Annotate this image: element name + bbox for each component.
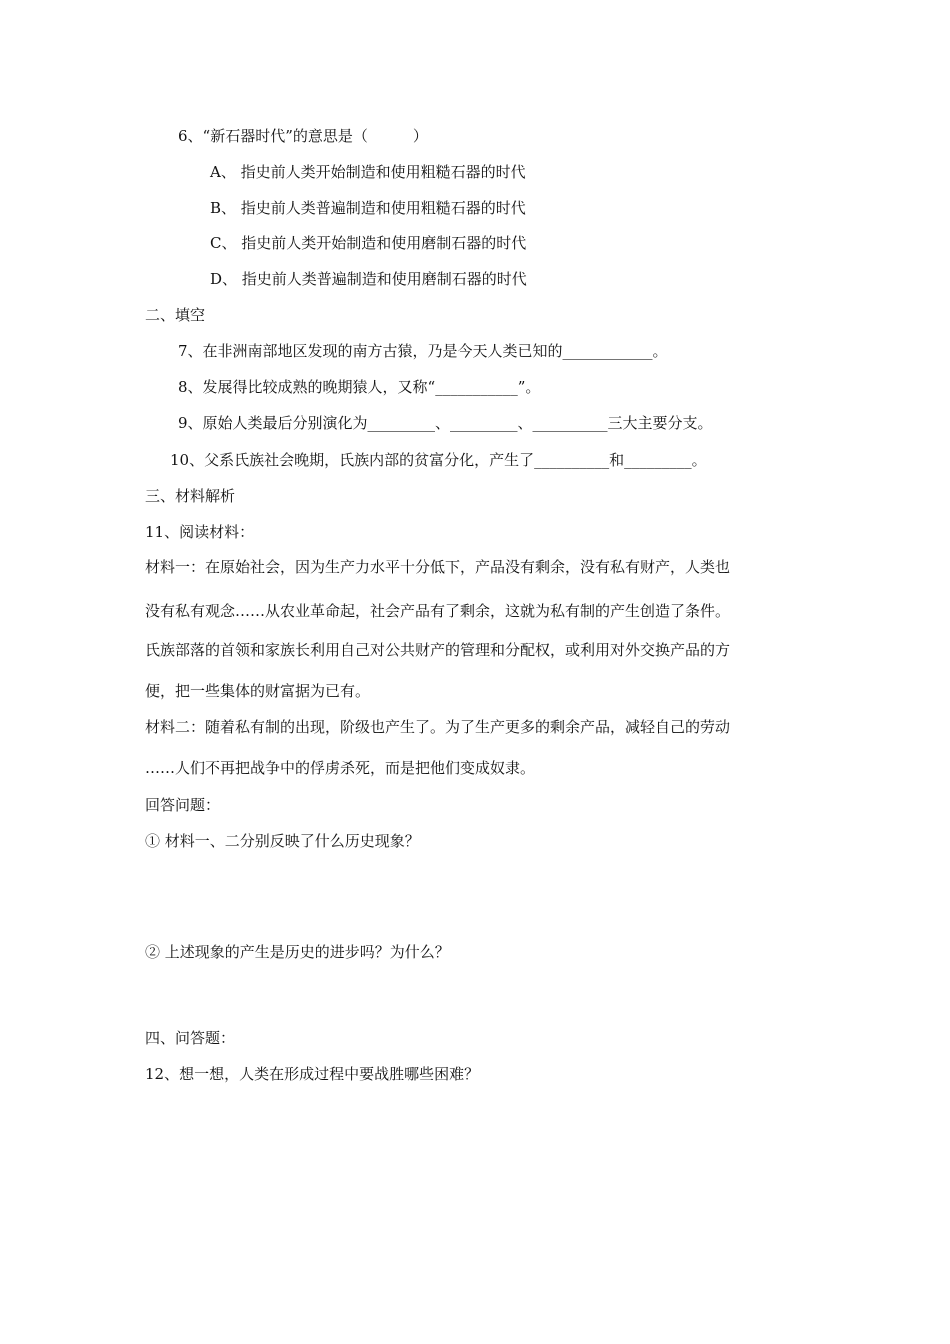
material-line: 便，把一些集体的财富据为已有。 <box>145 682 371 700</box>
section-4-heading: 四、问答题： <box>145 1029 236 1047</box>
question-6-option-a: A、 指史前人类开始制造和使用粗糙石器的时代 <box>210 163 526 181</box>
section-2-heading: 二、填空 <box>145 306 206 324</box>
question-6-option-c: C、 指史前人类开始制造和使用磨制石器的时代 <box>210 234 527 252</box>
material-line: 氏族部落的首领和家族长利用自己对公共财产的管理和分配权，或利用对外交换产品的方 <box>145 641 731 659</box>
question-7: 7、在非洲南部地区发现的南方古猿，乃是今天人类已知的____________。 <box>178 342 668 360</box>
material-line: 材料二：随着私有制的出现，阶级也产生了。为了生产更多的剩余产品，减轻自己的劳动 <box>145 718 731 736</box>
section-3-heading: 三、材料解析 <box>145 487 236 505</box>
question-6-option-d: D、 指史前人类普遍制造和使用磨制石器的时代 <box>210 270 527 288</box>
question-6-stem: 6、“新石器时代”的意思是（ ） <box>178 127 428 145</box>
question-11: 11、阅读材料： <box>145 523 255 541</box>
material-line: ……人们不再把战争中的俘虏杀死，而是把他们变成奴隶。 <box>145 759 536 777</box>
question-6-option-b: B、 指史前人类普遍制造和使用粗糙石器的时代 <box>210 199 526 217</box>
sub-question-1: ① 材料一、二分别反映了什么历史现象？ <box>145 832 420 850</box>
material-line: 材料一：在原始社会，因为生产力水平十分低下，产品没有剩余，没有私有财产，人类也 <box>145 558 731 576</box>
question-9: 9、原始人类最后分别演化为_________、_________、__________三大主要分支。 <box>178 414 713 432</box>
question-12: 12、想一想，人类在形成过程中要战胜哪些困难？ <box>145 1065 480 1083</box>
answer-prompt: 回答问题： <box>145 796 221 814</box>
material-line: 没有私有观念……从农业革命起，社会产品有了剩余，这就为私有制的产生创造了条件。 <box>145 602 731 620</box>
question-10: 10、父系氏族社会晚期，氏族内部的贫富分化，产生了__________和_________。 <box>170 451 707 469</box>
sub-question-2: ② 上述现象的产生是历史的进步吗？为什么？ <box>145 943 450 961</box>
question-8: 8、发展得比较成熟的晚期猿人，又称“___________”。 <box>178 378 541 396</box>
